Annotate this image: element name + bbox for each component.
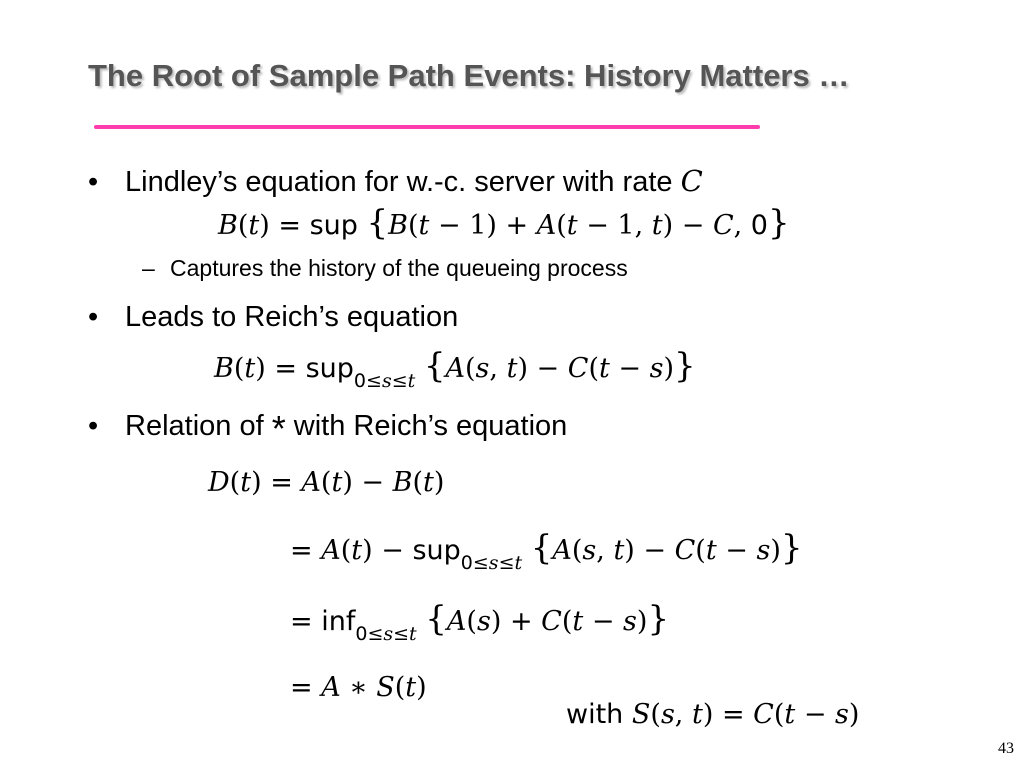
sub-bullet-history — [142, 255, 628, 282]
convolution-symbol: * — [271, 408, 286, 449]
bullet-marker: • — [88, 301, 99, 333]
equation-d-line-2: = A(t) − sup$_{0\le s\le t}$ {A(s, t) − C(t − s)} — [290, 528, 803, 574]
bullet-relation — [88, 408, 567, 450]
slide-title: The Root of Sample Path Events: History Matters … — [88, 58, 850, 93]
equation-with-note: with S(s, t) = C(t − s) — [566, 699, 860, 730]
bullet-text: Lindley’s equation for w.-c. server with rate — [125, 166, 673, 198]
rate-variable: C — [680, 164, 703, 198]
equation-d-line-3: = inf$_{0\le s\le t}$ {A(s) + C(t − s)} — [290, 599, 670, 645]
bullet-reich — [88, 301, 458, 334]
sub-bullet-text: Captures the history of the queueing process — [170, 255, 628, 281]
bullet-lindley — [88, 164, 703, 199]
equation-d-line-1: D(t) = A(t) − B(t) — [208, 467, 445, 498]
title-underline — [94, 125, 760, 129]
bullet-marker: • — [88, 166, 99, 198]
bullet-text-prefix: Relation of — [125, 410, 264, 442]
equation-lindley: B(t) = sup {B(t − 1) + A(t − 1, t) − C, 0} — [218, 203, 790, 243]
equation-reich: B(t) = sup$_{0\le s\le t}$ {A(s, t) − C(t − s)} — [214, 346, 696, 392]
bullet-text-suffix: with Reich’s equation — [293, 410, 568, 442]
bullet-marker: • — [88, 410, 99, 442]
bullet-text: Leads to Reich’s equation — [125, 301, 459, 333]
equation-d-line-4: = A ∗ S(t) — [290, 672, 427, 703]
sub-bullet-marker: – — [142, 255, 155, 281]
page-number: 43 — [998, 740, 1014, 757]
